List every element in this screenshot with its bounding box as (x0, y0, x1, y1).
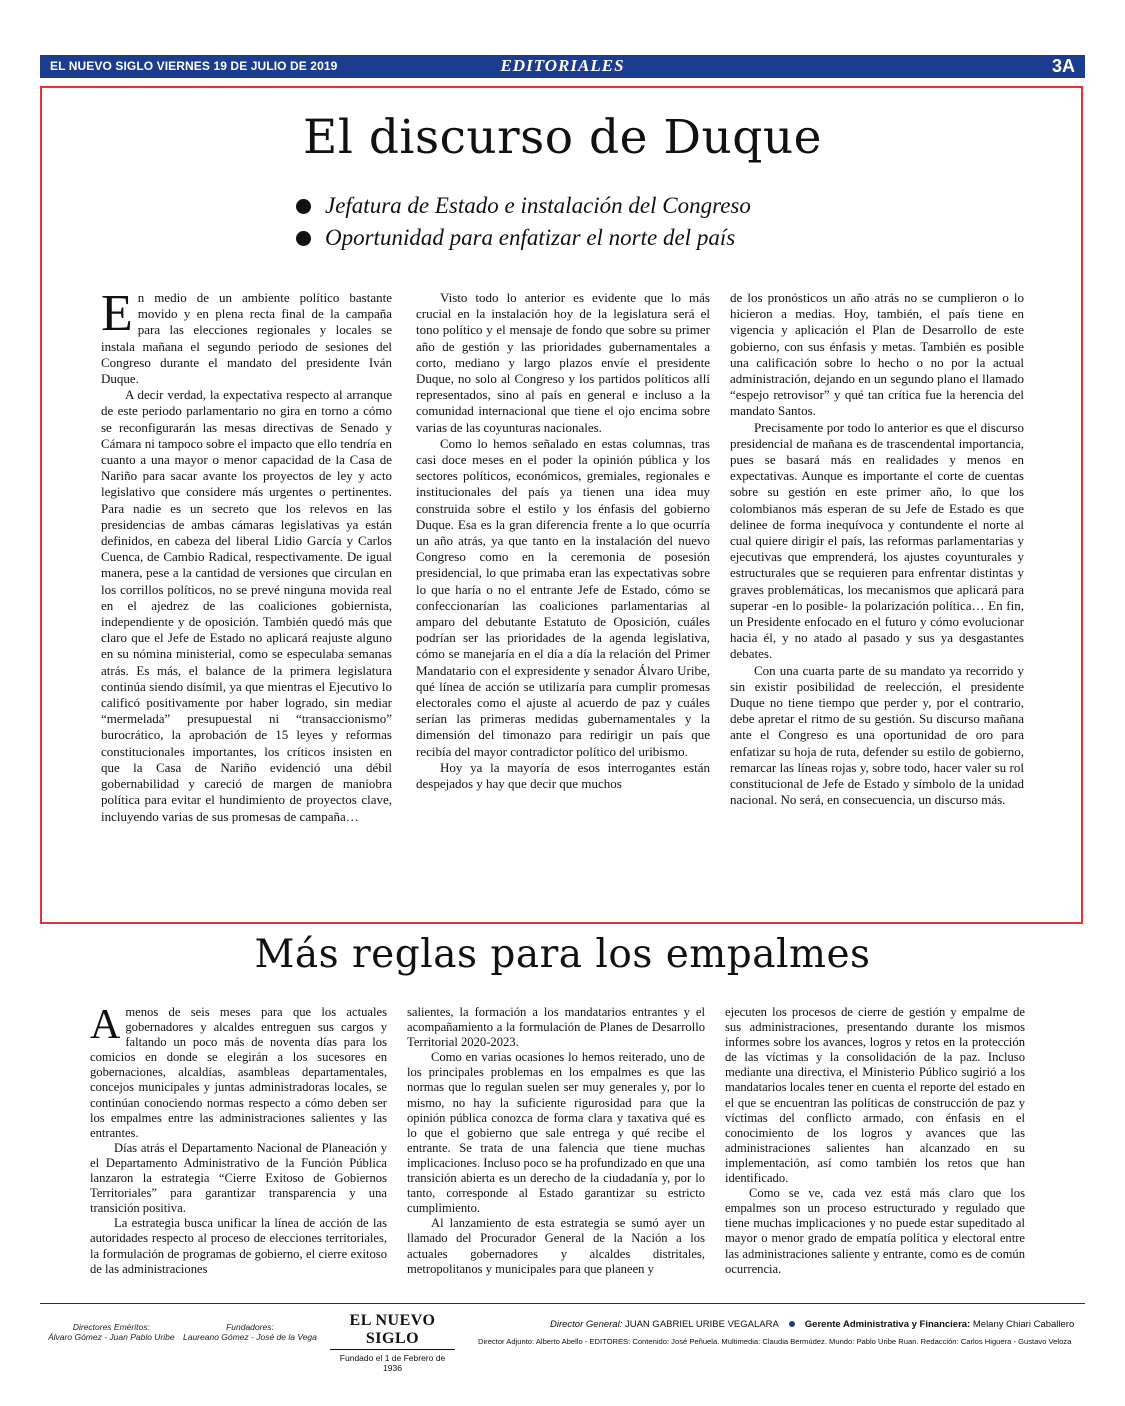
newspaper-logo (330, 1312, 455, 1373)
paragraph: Como en varias ocasiones lo hemos reiterado, uno de los principales problemas en los empalmes es que las normas que lo regulan suelen ser muy generales y, por lo mismo, no hay la suficiente rigurosidad para que la opinión pública conozca de forma clara y taxativa qué es lo que el gobierno que sale entrega y qué recibe el entrante. Se trata de una falencia que tiene muchas implicaciones. Incluso poco se ha profundizado en que una transición abierta es un derecho de la ciudadanía y, por lo tanto, corresponde al Estado garantizar su estricto cumplimiento. (407, 1050, 705, 1216)
paragraph: ejecuten los procesos de cierre de gestión y empalme de sus administraciones, presentando durante los mismos informes sobre los avances, logros y retos en la protección de las víctimas y la consolidación de la paz. Incluso mediante una directiva, el Ministerio Público sugirió a los mandatarios locales tener en cuenta el reporte del estado en el que se encuentran las políticas de construcción de paz y víctimas del conflicto armado, con énfasis en el conocimiento de los logros y avances que las administraciones salientes han alcanzado en su implementación, así como también los retos que han identificado. (725, 1005, 1025, 1186)
staff-line-1: Director General: JUAN GABRIEL URIBE VEGALARA Gerente Administrativa y Financiera: Melany Chiari Caballero (550, 1319, 1075, 1330)
logo-name: EL NUEVO SIGLO (330, 1312, 455, 1350)
paragraph: Visto todo lo anterior es evidente que lo más crucial en la instalación hoy de la legislatura será el tono político y el mensaje de fondo que sobre su primer año de gestión y las prioridades gubernamentales a corto, mediano y largo plazos envíe el presidente Duque, no solo al Congreso y los partidos políticos allí representados, sino al país en general e incluso a la comunidad internacional que tiene el ojo encima sobre varias de las coyunturas nacionales. (416, 290, 710, 435)
editorial-2-column-1 (90, 1002, 387, 1277)
subtitle-row (296, 190, 751, 222)
editorial-column-1 (101, 285, 392, 825)
fundadores: Fundadores: Laureano Gómez - José de la Vega (183, 1322, 317, 1342)
paragraph: Amenos de seis meses para que los actuales gobernadores y alcaldes entreguen sus cargos y faltando un poco más de noventa días para los comicios en donde se elegirán a los sucesores en gobernaciones, alcaldías, asambleas departamentales, concejos municipales y juntas administradoras locales, se continúan conociendo normas respecto a cómo deben ser los empalmes entre las administraciones salientes y las entrantes. (90, 1002, 387, 1140)
editorial-2-column-2 (407, 1005, 705, 1277)
paragraph: Hoy ya la mayoría de esos interrogantes están despejados y hay que decir que muchos (416, 759, 710, 792)
bullet-icon (296, 231, 311, 246)
paragraph: Con una cuarta parte de su mandato ya recorrido y sin existir posibilidad de reelección, el presidente Duque no tiene tiempo que perder y, por el contrario, debe apretar el ritmo de su gestión. Su discurso mañana ante el Congreso es una oportunidad de oro para enfatizar su hoja de ruta, defender su estilo de gobierno, remarcar las líneas rojas y, sobre todo, hacer valer su rol constitucional de Jefe de Estado y símbolo de la unidad nacional. No será, en consecuencia, un discurso más. (730, 662, 1024, 808)
paragraph: Precisamente por todo lo anterior es que el discurso presidencial de mañana es de trascendental importancia, pues se basará más en realidades y menos en expectativas. Aunque es importante el corte de cuentas sobre su gestión en este primer año, lo que los colombianos más esperan de su Jefe de Estado es que delinee de forma inequívoca y contundente el norte al cual quiere dirigir el país, las reformas parlamentarias y ejecutivas que emprenderá, los ajustes coyunturales y estructurales que se requieren para enfrentar distintas y graves problemáticas, los mecanismos que aplicará para superar -en lo posible- la polarización política… En fin, un Presidente enfocado en el futuro y cómo evolucionar hacia él, y no atado al pasado y sus ya desgastantes debates. (730, 419, 1024, 662)
editorial-column-2 (416, 290, 710, 792)
page-number: 3A (1051, 56, 1075, 76)
drop-cap: E (101, 285, 133, 342)
paragraph: de los pronósticos un año atrás no se cumplieron o lo hicieron a medias. Hoy, también, el país tiene en vigencia y aplicación el Plan de Desarrollo de este gobierno, con sus énfasis y metas. También es posible una calificación sobre lo hecho o no por la actual administración, dejando en un segundo plano el llamado “espejo retrovisor” y qué tan crítica fue la herencia del mandato Santos. (730, 290, 1024, 419)
editorial-2-title: Más reglas para los empalmes (254, 932, 871, 977)
editorial-column-3 (730, 290, 1024, 809)
separator-dot (789, 1321, 795, 1327)
masthead-bar (40, 55, 1085, 78)
paragraph: salientes, la formación a los mandatarios entrantes y el acompañamiento a la formulación de Planes de Desarrollo Territorial 2020-2023. (407, 1005, 705, 1050)
paragraph: A decir verdad, la expectativa respecto al arranque de este periodo parlamentario no gira en torno a cómo se reconfigurarán las mesas directivas de Senado y Cámara ni tampoco sobre el impacto que ello tendría en cuanto a una mayor o menor capacidad de la Casa de Nariño para sacar avante los proyectos de ley y acto legislativo que considere más urgentes o pertinentes. Para nadie es un secreto que los relevos en las presidencias de ambas cámaras legislativas ya están definidos, en cabeza del liberal Lidio García y Carlos Cuenca, de Cambio Radical, respectivamente. De igual manera, pese a la cantidad de versiones que circulan en los corrillos políticos, no se prevé ninguna movida real en el ajedrez de las coaliciones gobiernista, independiente y de oposición. También quedó más que claro que el Jefe de Estado no aplicará reajuste alguno en su nómina ministerial, como se especulaba semanas atrás. Es más, el balance de la primera legislatura continúa siendo disímil, ya que mientras el Ejecutivo lo calificó positivamente por haber logrado, sin mediar “mermelada” presupuestal ni “transaccionismo” burocrático, la aprobación de 15 leyes y reformas constitucionales importantes, los críticos insisten en que la Casa de Nariño evidenció una débil gobernabilidad y careció de margen de maniobra política para evitar el hundimiento de proyectos clave, incluyendo varias de sus promesas de campaña… (101, 387, 392, 824)
subtitle-row (296, 222, 751, 254)
paragraph: La estrategia busca unificar la línea de acción de las autoridades respecto al proceso de elecciones territoriales, la formulación de programas de gobierno, el cierre exitoso de las administraciones (90, 1216, 387, 1276)
founded-date: Fundado el 1 de Febrero de 1936 (339, 1353, 446, 1373)
paragraph: Como se ve, cada vez está más claro que los empalmes son un proceso estructurado y regulado que tiene muchas implicaciones y no puede estar supeditado al mayor o menor grado de empatía política y electoral entre las administraciones saliente y entrante, como es de común ocurrencia. (725, 1186, 1025, 1276)
subtitle: Oportunidad para enfatizar el norte del país (325, 225, 736, 250)
staff-line-2: Director Adjunto: Alberto Abello - EDITORES: Contenido: José Peñuela. Multimedia: Claudia Bermúdez. Mundo: Pablo Uribe Ruan. Redacción: Carlos Higuera - Gustavo Veloza (478, 1337, 1072, 1346)
directores-emeritos: Directores Eméritos: Álvaro Gómez - Juan Pablo Uribe (48, 1322, 175, 1342)
editorial-title: El discurso de Duque (303, 110, 822, 165)
editorial-2-column-3 (725, 1005, 1025, 1277)
subtitle: Jefatura de Estado e instalación del Congreso (325, 193, 751, 218)
editorial-subtitles (296, 190, 751, 254)
paragraph: Días atrás el Departamento Nacional de Planeación y el Departamento Administrativo de la Función Pública lanzaron la estrategia “Cierre Exitoso de Gobiernos Territoriales” para garantizar transparencia y una transición positiva. (90, 1140, 387, 1216)
footer-divider (40, 1303, 1085, 1304)
section-title: EDITORIALES (500, 56, 625, 75)
paragraph: Al lanzamiento de esta estrategia se sumó ayer un llamado del Procurador General de la Nación a los actuales gobernadores y alcaldes distritales, metropolitanos y municipales para que planeen y (407, 1216, 705, 1276)
bullet-icon (296, 199, 311, 214)
drop-cap: A (90, 1002, 121, 1048)
paragraph: Como lo hemos señalado en estas columnas, tras casi doce meses en el poder la opinión pública y los sectores políticos, económicos, gremiales, regionales e institucionales del país ya tienen una idea muy construida sobre el estilo y los énfasis del gobierno Duque. Esa es la gran diferencia frente a lo que ocurría un año atrás, ya que tanto en la instalación del nuevo Congreso como en la ceremonia de posesión presidencial, lo que primaba eran las expectativas sobre lo que haría o no el entrante Jefe de Estado, cómo se confeccionarían las coaliciones parlamentarias al amparo del debutante Estatuto de Oposición, cuáles podrían ser las prioridades de la agenda legislativa, cómo se manejaría en el día a día la relación del Primer Mandatario con el expresidente y senador Álvaro Uribe, qué línea de acción se utilizaría para cumplir promesas electorales como el ajuste al acuerdo de paz y cuáles serían las primeras medidas gubernamentales y la dimensión del timonazo para redirigir un país que recibía del mayor contradictor político del uribismo. (416, 435, 710, 759)
masthead-date: EL NUEVO SIGLO VIERNES 19 DE JULIO DE 2019 (50, 59, 338, 73)
paragraph: En medio de un ambiente político bastante movido y en plena recta final de la campaña para las elecciones regionales y locales se instala mañana el segundo periodo de sesiones del Congreso durante el mandato del presidente Iván Duque. (101, 285, 392, 387)
